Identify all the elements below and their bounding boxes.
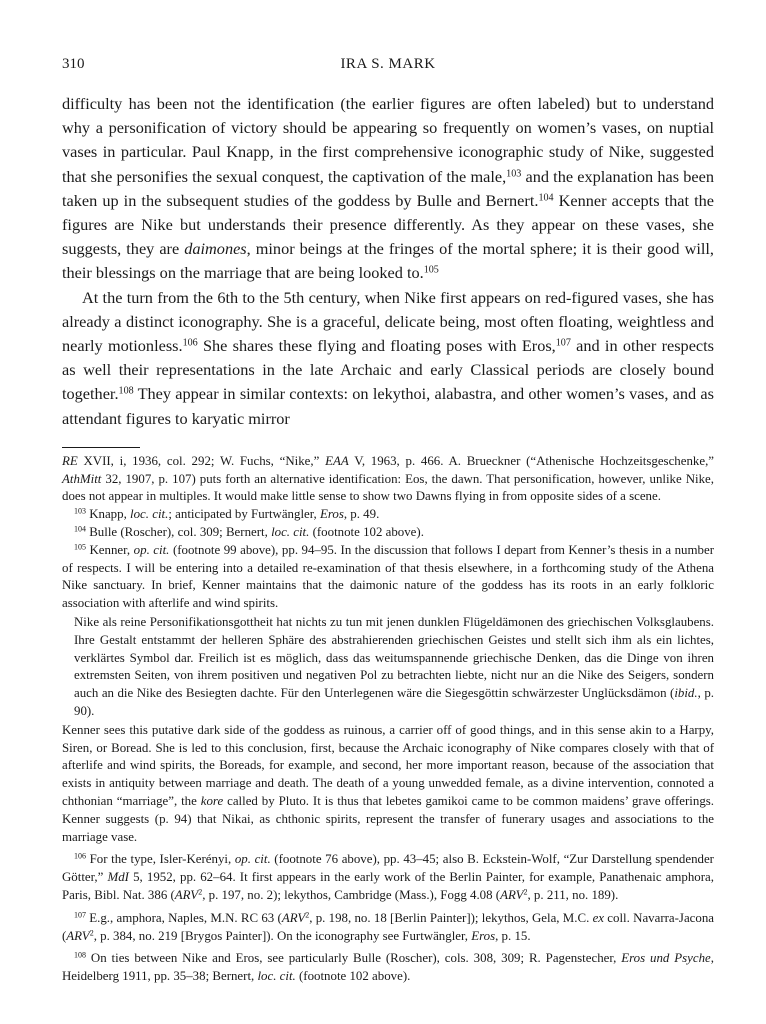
text-run: Bulle (Roscher), col. 309; Bernert, xyxy=(85,525,272,540)
footnote-108 xyxy=(62,950,714,986)
italic-text: loc. cit. xyxy=(271,525,310,540)
text-run: , minor beings at the fringes of the mortal sphere; it is their good will, their blessings on the marriage that are being looked to. xyxy=(62,239,714,283)
text-run: difficulty has been not the identification (the earlier figures are often labeled) but to understand why a personification of victory should be appearing so frequently on women’s vases, on nuptial vases in particular. Paul Knapp, in the first comprehensive iconographic study of Nike, suggested that she personifies the sexual conquest, the captivation of the male, xyxy=(62,94,714,186)
text-run: , p. 211, no. 189). xyxy=(527,887,619,902)
text-run: , Heidelberg 1911, pp. 35–38; Bernert, xyxy=(62,951,714,984)
superscript-ref: 106 xyxy=(74,851,86,861)
superscript-ref: 107 xyxy=(74,910,86,920)
footnote-105-continuation xyxy=(62,722,714,847)
text-run: called by Pluto. It is thus that lebetes gamikoi came to be common maidens’ grave offerings. Kenner suggests (p. 94) that Nikai, as chthonic spirits, represent the transfer of funerary usages and associations to the marriage vase. xyxy=(62,793,715,844)
italic-text: op. cit. xyxy=(133,542,170,557)
italic-text: ARV xyxy=(174,887,199,902)
text-run: (footnote 102 above). xyxy=(309,525,424,540)
superscript-ref: 103 xyxy=(74,506,86,516)
footnote-continuation xyxy=(62,453,714,506)
text-run: At the turn from the 6th to the 5th century, when Nike first appears on red-figured vases, she has already a distinct iconography. She is a graceful, delicate being, most often floating, weightless and nearly motionless. xyxy=(62,287,714,356)
italic-text: ARV xyxy=(66,928,90,943)
text-run: , p. 90). xyxy=(74,686,714,718)
body-paragraph xyxy=(62,92,714,286)
italic-text: ibid. xyxy=(674,686,698,701)
superscript-ref: 103 xyxy=(506,168,522,180)
italic-text: ex xyxy=(592,910,605,925)
superscript-ref: 108 xyxy=(74,950,86,960)
text-run: and in other respects as well their representations in the late Archaic and early Classical periods are closely bound together. xyxy=(62,336,715,404)
italic-text: RE xyxy=(62,453,78,468)
footnotes xyxy=(62,453,714,986)
italic-text: daimones xyxy=(184,239,247,259)
text-run: Kenner accepts that the figures are Nike but understands their presence differently. As they appear on these vases, she suggests, they are xyxy=(62,190,714,259)
text-run: They appear in similar contexts: on lekythoi, alabastra, and other women’s vases, and as attendant figures to karyatic mirror xyxy=(62,384,714,428)
text-run: coll. Navarra-Jacona ( xyxy=(62,910,714,943)
italic-text: Eros xyxy=(471,928,496,943)
text-run: , p. 49. xyxy=(343,507,380,522)
superscript-ref: 105 xyxy=(74,542,86,552)
text-run: XVII, i, 1936, col. 292; W. Fuchs, “Nike,” xyxy=(77,453,326,468)
text-run: , p. 15. xyxy=(495,928,531,943)
text-run: She shares these flying and floating poses with Eros, xyxy=(197,336,556,356)
block-quote xyxy=(74,614,714,721)
italic-text: Eros xyxy=(319,507,344,522)
text-run: (footnote 99 above), pp. 94–95. In the discussion that follows I depart from Kenner’s thesis in a number of respects. I will be entering into a detailed re-examination of that thesis elsewhere, in a forthcoming study of the Athena Nike sanctuary. In brief, Kenner maintains that the daimonic nature of the goddess has its roots in an early folkloric association with afterlife and wind spirits. xyxy=(62,542,714,611)
text-run: and the explanation has been taken up in the subsequent studies of the goddess by Bulle and Bernert. xyxy=(62,166,714,210)
superscript-ref: 2 xyxy=(523,887,528,897)
superscript-ref: 2 xyxy=(198,887,203,897)
text-run: , p. 197, no. 2); lekythos, Cambridge (Mass.), Fogg 4.08 ( xyxy=(202,887,501,902)
body-paragraph xyxy=(62,286,714,431)
footnote-103 xyxy=(62,506,714,524)
text-run: V, 1963, p. 466. A. Brueckner (“Athenische Hochzeitsgeschenke,” xyxy=(348,453,715,468)
text-run: (footnote 102 above). xyxy=(295,969,411,984)
footnote-106 xyxy=(62,851,714,904)
text-run: (footnote 76 above), pp. 43–45; also B. Eckstein-Wolf, “Zur Darstellung spendender Götter,” xyxy=(62,852,714,885)
text-run: E.g., amphora, Naples, M.N. RC 63 ( xyxy=(85,910,282,925)
text-run: For the type, Isler-Kerényi, xyxy=(85,852,235,867)
italic-text: kore xyxy=(200,793,224,808)
footnote-separator xyxy=(62,447,140,448)
superscript-ref: 106 xyxy=(182,337,198,349)
superscript-ref: 108 xyxy=(118,385,134,397)
text-run: , p. 198, no. 18 [Berlin Painter]); lekythos, Gela, M.C. xyxy=(309,910,593,925)
superscript-ref: 2 xyxy=(305,910,310,920)
running-head: IRA S. MARK xyxy=(340,56,436,72)
italic-text: op. cit. xyxy=(234,852,271,867)
superscript-ref: 104 xyxy=(538,192,554,204)
superscript-ref: 105 xyxy=(423,264,439,276)
italic-text: ARV xyxy=(500,887,524,902)
superscript-ref: 104 xyxy=(74,524,86,534)
page-number: 310 xyxy=(62,56,85,72)
page-header xyxy=(62,56,714,80)
superscript-ref: 2 xyxy=(89,928,94,938)
body-text xyxy=(62,92,714,431)
text-run: 5, 1952, pp. 62–64. It first appears in the early work of the Berlin Painter, for example, Panathenaic amphora, Paris, Bibl. Nat. 386 ( xyxy=(62,870,714,902)
italic-text: ARV xyxy=(281,910,306,925)
italic-text: Eros und Psyche xyxy=(621,951,711,966)
text-run: Kenner, xyxy=(85,542,134,557)
text-run: Nike als reine Personifikationsgottheit hat nichts zu tun mit jenen dunklen Flügeldämonen des griechischen Volksglaubens. Ihre Gestalt entstammt der helleren Sphäre des abstrahierenden griechischen Geistes und stellt sich ihm als ein lichtes, verklärtes Symbol dar. Freilich ist es möglich, dass das weitumspannende griechische Denken, das die Dinge von ihren extremsten Seiten, von ihrem positiven und negativen Pol zu betrachten liebte, nicht nur an die Nike des Seigers, sondern auch an die Nike des Besiegten dachte. Für den Unterlegenen wäre die Siegesgöttin schwärzester Unglücksdämon ( xyxy=(74,615,714,701)
italic-text: loc. cit. xyxy=(257,969,296,984)
text-run: , p. 384, no. 219 [Brygos Painter]). On the iconography see Furtwängler, xyxy=(93,928,472,943)
text-run: Kenner sees this putative dark side of the goddess as ruinous, a carrier off of good things, and in this sense akin to a Harpy, Siren, or Boread. She is led to this conclusion, first, because the Archaic iconography of Nike compares closely with that of afterlife and wind spirits, the Boreads, for example, and second, her more important reason, because of the association that exists in antiquity between marriage and death. The death of a young unwedded female, as a divine intervention, connoted a chthonian “marriage”, the xyxy=(62,722,714,808)
italic-text: EAA xyxy=(325,453,349,468)
text-run: ; anticipated by Furtwängler, xyxy=(168,507,320,522)
superscript-ref: 107 xyxy=(555,337,571,349)
italic-text: MdI xyxy=(107,870,129,885)
italic-text: loc. cit. xyxy=(130,507,169,522)
text-run: Knapp, xyxy=(85,507,131,522)
italic-text: AthMitt xyxy=(62,471,102,486)
footnote-105 xyxy=(62,542,714,613)
footnote-107 xyxy=(62,910,714,946)
page xyxy=(62,56,714,986)
text-run: On ties between Nike and Eros, see particularly Bulle (Roscher), cols. 308, 309; R. Pagenstecher, xyxy=(85,951,622,966)
text-run: 32, 1907, p. 107) puts forth an alternative identification: Eos, the dawn. That personification, however, unlike Nike, does not appear in multiples. It would make little sense to show two Dawns flying in from opposite sides of a scene. xyxy=(62,471,714,504)
footnote-104 xyxy=(62,524,714,542)
